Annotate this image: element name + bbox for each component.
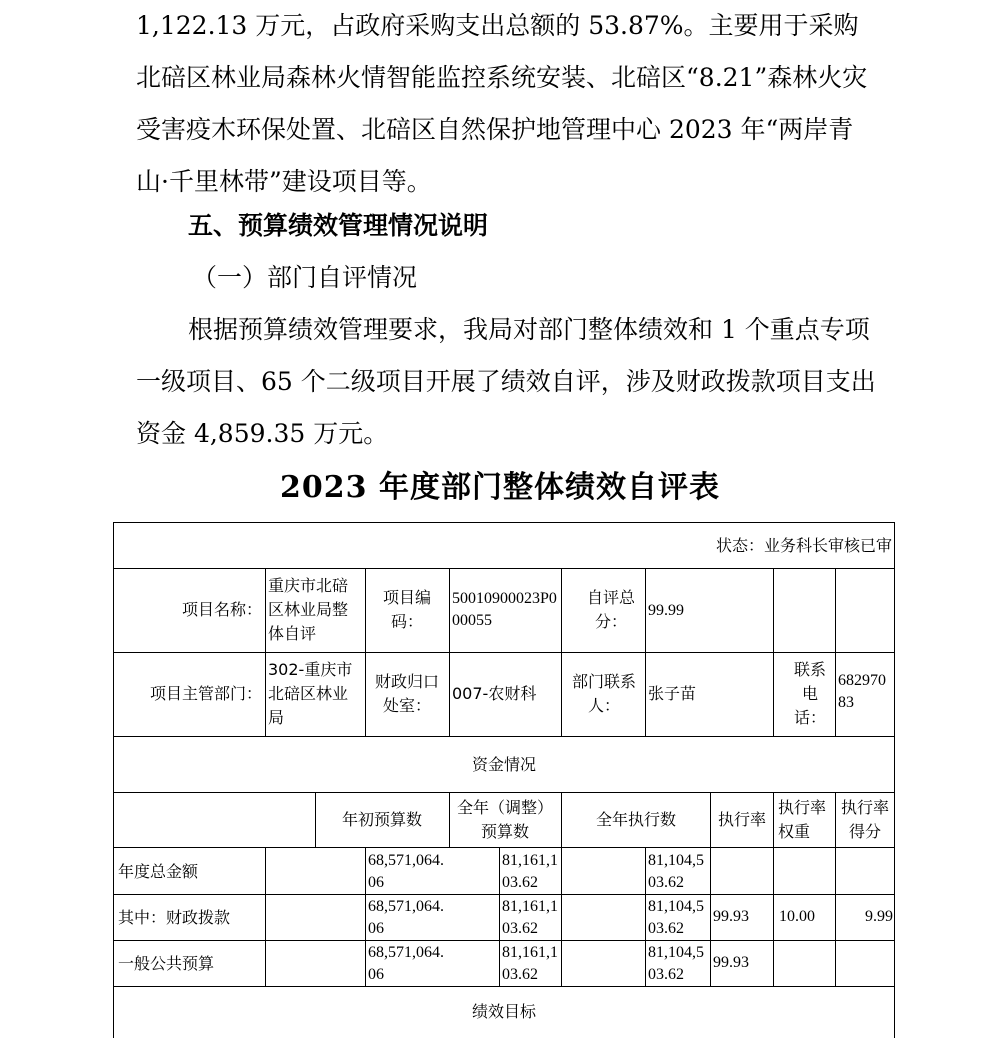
col-initial-budget: 年初预算数 [341,810,422,829]
project-code-label: 项目编码： [382,588,431,631]
col-score: 执行率得分 [840,798,889,841]
rate-cell: 99.93 [713,954,749,971]
col-weight: 执行率权重 [778,798,827,841]
adjusted-budget-cell: 81,161,103.62 [502,898,558,937]
phone-value: 68297083 [838,672,886,711]
adjusted-budget-cell: 81,161,103.62 [502,852,558,891]
self-score-label: 自评总分： [586,588,635,631]
rate-cell: 99.93 [713,908,749,925]
initial-budget-cell: 68,571,064.06 [368,944,444,983]
executed-cell: 81,104,503.62 [648,944,704,983]
finance-office-value: 007-农财科 [452,684,537,703]
contact-value: 张子苗 [648,684,697,703]
row-label: 其中：财政拨款 [118,908,231,927]
self-score-value: 99.99 [648,602,684,619]
table-title: 2023 年度部门整体绩效自评表 [280,470,720,505]
row-label: 一般公共预算 [118,954,215,973]
funds-section-header: 资金情况 [471,755,536,774]
finance-office-label: 财政归口处室： [374,672,439,715]
dept-value: 302-重庆市北碚区林业局 [268,660,353,727]
section-heading: 五、预算绩效管理情况说明 [188,211,489,240]
intro-paragraph: 1,122.13 万元，占政府采购支出总额的 53.87%。主要用于采购北碚区林业局森林火情智能监控系统安装、北碚区“8.21”森林火灾受害疫木环保处置、北碚区自然保护地管理中心 2023 年“两岸青山·千里林带”建设项目等。 [136,11,868,196]
self-eval-paragraph: 根据预算绩效管理要求，我局对部门整体绩效和 1 个重点专项一级项目、65 个二级项目开展了绩效自评，涉及财政拨款项目支出资金 4,859.35 万元。 [136,315,876,448]
contact-label: 部门联系人： [571,672,636,715]
sub-heading: （一）部门自评情况 [192,263,418,292]
score-cell: 9.99 [865,908,893,925]
col-adjusted-budget: 全年（调整）预算数 [456,798,553,841]
initial-budget-cell: 68,571,064.06 [368,898,444,937]
executed-cell: 81,104,503.62 [648,852,704,891]
project-name-label: 项目名称： [181,600,262,619]
weight-cell: 10.00 [779,908,815,925]
col-executed: 全年执行数 [595,810,676,829]
phone-label: 联系电话： [793,660,826,727]
project-code-value: 50010900023P000055 [452,590,557,629]
status-text: 状态：业务科长审核已审 [715,536,892,555]
adjusted-budget-cell: 81,161,103.62 [502,944,558,983]
goals-section-header: 绩效目标 [471,1002,536,1021]
executed-cell: 81,104,503.62 [648,898,704,937]
col-rate: 执行率 [717,810,766,829]
row-label: 年度总金额 [118,862,199,881]
project-name-value: 重庆市北碚区林业局整体自评 [268,576,349,643]
initial-budget-cell: 68,571,064.06 [368,852,444,891]
dept-label: 项目主管部门： [149,684,262,703]
